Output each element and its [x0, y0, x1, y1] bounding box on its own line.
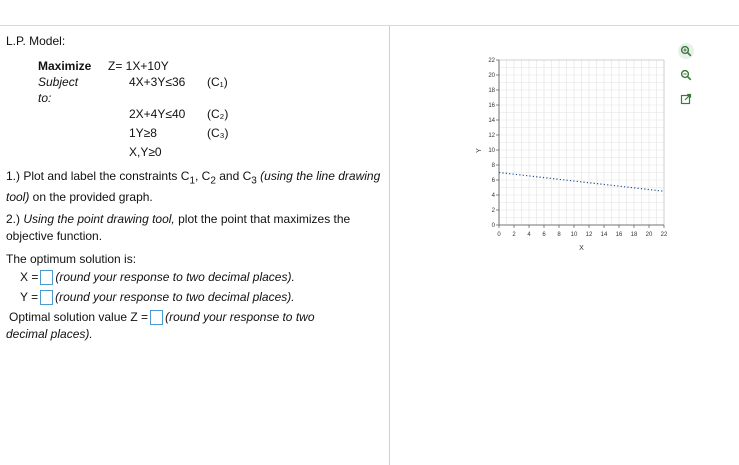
question-2: 2.) Using the point drawing tool, plot the point that maximizes the objective function. [6, 212, 351, 243]
x-tick-label: 4 [527, 232, 531, 238]
x-answer-hint: (round your response to two decimal places). [55, 270, 295, 284]
x-answer-input[interactable] [40, 270, 53, 285]
y-tick-label: 12 [488, 133, 495, 139]
y-answer-row [20, 290, 295, 305]
x-answer-row [20, 270, 295, 285]
constraint-c3-label: (C₃) [207, 126, 229, 140]
nonnegativity-constraint: X,Y≥0 [129, 145, 162, 159]
x-tick-label: 18 [630, 232, 638, 238]
panel-divider [389, 26, 390, 465]
x-tick-label: 2 [512, 232, 516, 238]
z-answer-row [9, 310, 315, 325]
popout-icon [680, 93, 692, 105]
x-tick-label: 20 [645, 232, 653, 238]
y-answer-label: Y = [20, 290, 39, 304]
z-answer-input[interactable] [150, 310, 163, 325]
constraint-c3-expr: 1Y≥8 [129, 126, 157, 140]
z-answer-hint: (round your response to two [165, 310, 315, 324]
zoom-in-icon [680, 45, 692, 57]
y-tick-label: 0 [491, 223, 495, 229]
to-label: to: [38, 91, 52, 105]
subject-label: Subject [38, 75, 79, 89]
y-answer-input[interactable] [40, 290, 53, 305]
y-tick-label: 14 [488, 118, 495, 124]
y-tick-label: 22 [488, 58, 495, 64]
x-tick-label: 8 [557, 232, 561, 238]
y-tick-label: 8 [491, 163, 495, 169]
x-tick-label: 22 [660, 232, 668, 238]
solution-intro: The optimum solution is: [6, 252, 137, 266]
lp-graph[interactable] [470, 55, 675, 255]
y-tick-label: 18 [488, 88, 495, 94]
x-tick-label: 0 [497, 232, 501, 238]
zoom-in-button[interactable] [678, 43, 694, 59]
y-axis-label: Y [476, 148, 483, 153]
constraint-c2-label: (C₂) [207, 107, 229, 121]
z-answer-hint-cont: decimal places). [6, 327, 93, 341]
x-tick-label: 16 [615, 232, 623, 238]
y-answer-hint: (round your response to two decimal places). [55, 290, 295, 304]
page-title: L.P. Model: [6, 34, 66, 48]
y-tick-label: 16 [488, 103, 495, 109]
x-answer-label: X = [20, 270, 39, 284]
y-tick-label: 20 [488, 73, 495, 79]
y-tick-label: 10 [488, 148, 495, 154]
zoom-out-button[interactable] [678, 67, 694, 83]
question-1: 1.) Plot and label the constraints $C_1$, $C_2$ and $C_3$ (using the line drawing tool) on the provided graph. [6, 169, 381, 205]
x-tick-label: 10 [570, 232, 578, 238]
objective-function: Z= 1X+10Y [108, 59, 169, 73]
y-tick-label: 6 [491, 178, 495, 184]
z-answer-label: Optimal solution value Z = [9, 310, 149, 324]
graph-area[interactable] [470, 55, 675, 258]
constraint-c1-expr: 4X+3Y≤36 [129, 75, 186, 89]
y-tick-label: 4 [491, 193, 495, 199]
x-tick-label: 6 [542, 232, 546, 238]
top-divider [0, 25, 739, 26]
maximize-label: Maximize [38, 59, 92, 73]
popout-button[interactable] [678, 91, 694, 107]
x-axis-label: X [579, 245, 584, 252]
constraint-c1-label: (C₁) [207, 75, 228, 89]
x-tick-label: 14 [600, 232, 608, 238]
y-tick-label: 2 [491, 208, 495, 214]
constraint-c2-expr: 2X+4Y≤40 [129, 107, 186, 121]
x-tick-label: 12 [585, 232, 593, 238]
zoom-out-icon [680, 69, 692, 81]
